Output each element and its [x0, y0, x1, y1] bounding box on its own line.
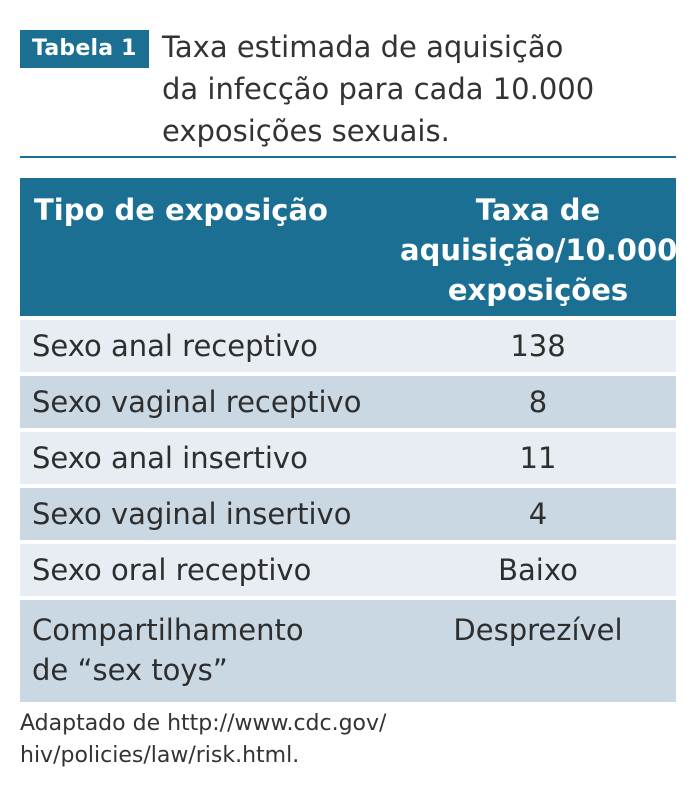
table-title-line-1: Taxa estimada de aquisição — [162, 30, 564, 64]
rate-cell: Baixo — [498, 553, 578, 587]
rate-cell: 11 — [519, 441, 557, 475]
header-acquisition-rate — [400, 178, 676, 316]
table-title-line-2: da infecção para cada 10.000 — [162, 72, 595, 106]
rate-cell: 4 — [528, 497, 548, 531]
exposure-type-cell: Sexo anal receptivo — [32, 329, 318, 363]
table-row — [20, 428, 676, 484]
exposure-type-cell: Sexo anal insertivo — [32, 441, 308, 475]
exposure-type-cell: Sexo vaginal insertivo — [32, 497, 352, 531]
source-line-1: Adaptado de http://www.cdc.gov/ — [20, 711, 387, 736]
data-table — [20, 178, 676, 702]
header-exposure-type: Tipo de exposição — [34, 193, 328, 227]
rate-cell: 8 — [528, 385, 548, 419]
title-divider — [20, 156, 676, 158]
header-rate-line-2: aquisição/10.000 — [400, 233, 678, 267]
table-row — [20, 484, 676, 540]
source-note — [20, 708, 440, 772]
exposure-type-cell: Sexo oral receptivo — [32, 553, 312, 587]
table-row — [20, 316, 676, 372]
exposure-type-cell: Sexo vaginal receptivo — [32, 385, 362, 419]
table-row — [20, 596, 676, 702]
table-row — [20, 540, 676, 596]
header-rate-line-1: Taxa de — [475, 193, 601, 227]
exposure-type-cell — [20, 600, 400, 692]
table-number-badge: Tabela 1 — [20, 30, 149, 68]
source-line-2: hiv/policies/law/risk.html. — [20, 743, 300, 768]
rate-cell: 138 — [510, 329, 566, 363]
rate-cell: Desprezível — [453, 613, 623, 647]
table-header-row — [20, 178, 676, 316]
table-title-line-3: exposições sexuais. — [162, 114, 450, 148]
header-rate-line-3: exposições — [447, 273, 629, 307]
exposure-type-line-1: Compartilhamento — [32, 613, 304, 647]
exposure-type-line-2: de “sex toys” — [32, 653, 228, 687]
table-title — [162, 26, 672, 152]
table-row — [20, 372, 676, 428]
